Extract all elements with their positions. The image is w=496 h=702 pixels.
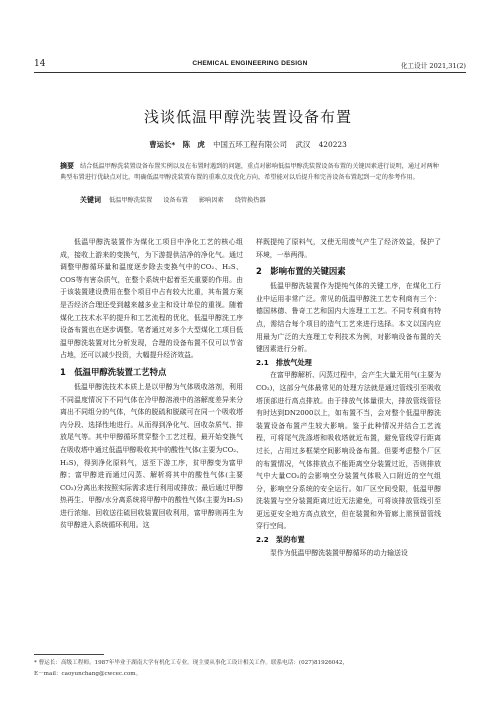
left-column [60, 236, 243, 532]
footnote-line-2: E－mail：caoyunchang@cwcec.com。 [34, 671, 142, 677]
page-number: 14 [34, 59, 46, 69]
affiliation: 中国五环工程有限公司 [213, 140, 288, 149]
section-2-1-paragraph: 在富甲醇解析、闪蒸过程中，会产生大量无用气(主要为CO₂)，这部分气体最常见的处理方法就是通过管线引至吸收塔顶部进行高点排放。由于排放气体量很大，排放管线管径有时达到DN2000以上，如布置不当，会对整个低温甲醇洗装置设备布置产生较大影响。鉴于此种情况并结合工艺流程，可将尾气洗涤塔和吸收塔就近布置，避免管线穿行距离过长，占用过多框架空间影响设备布置。但要考虑整个厂区的布置情况，气体排放点不能距离空分装置过近，否则排放气中大量CO₂的会影响空分装置气体吸入口附近的空气组分，影响空分系统的安全运行。如厂区空间受限，低温甲醇洗装置与空分装置距离过近无法避免，可将该排放管线引至更远更安全地方高点放空，但在装置和外管廊上需预留管线穿行空间。 [256, 371, 441, 531]
keyword: 绕管换热器 [234, 197, 266, 204]
continued-paragraph: 样既提纯了原料气，又使无用废气产生了经济效益，保护了环境，一举两得。 [256, 238, 441, 259]
journal-issue: 化工设计 2021,31(2) [400, 62, 466, 70]
keywords [80, 195, 444, 205]
intro-paragraph: 低温甲醇洗装置作为煤化工项目中净化工艺的核心组成，接收上游来的变换气，为下游提供洁净的净化气。通过调整甲醇循环量和温度逐步除去变换气中的CO₂、H₂S、COS等有害杂质气，在整个系统中起着至关重要的作用。由于该装置建设费用在整个项目中占有较大比重，其布置方案是否经济合理还受到越来越多业主和设计单位的重视。随着煤化工技术水平的提升和工艺流程的优化，低温甲醇洗工序设备布置也在逐步调整。笔者通过对多个大型煤化工项目低温甲醇洗装置对比分析发现，合理的设备布置不仅可以节省占地，还可以减少投资，大幅提升经济效益。 [60, 238, 243, 360]
journal-name: CHEMICAL ENGINEERING DESIGN [192, 60, 308, 67]
section-2-2-heading: 2.2 泵的布置 [256, 535, 305, 545]
page-header [34, 59, 466, 71]
section-1-heading: 1 低温甲醇洗装置工艺特点 [60, 366, 167, 377]
keyword: 影响因素 [198, 197, 224, 204]
abstract-label: 摘要 [60, 162, 74, 170]
footnote-divider [34, 654, 104, 655]
city: 武汉 [295, 140, 311, 149]
right-column [256, 236, 441, 559]
section-2-1-heading: 2.1 排放气处理 [256, 357, 312, 367]
abstract-text: 结合低温甲醇洗装置设备布置实例以及在布置时遇到的问题，重点对影响低温甲醇洗装置设备布置的关键因素进行说明，通过对两种典型布置进行优缺点对比，明确低温甲醇洗装置布置的重难点及优化方向，希望能对以后提升和完善设备布置起到一定的参考作用。 [60, 163, 439, 181]
author-line [0, 139, 496, 150]
keywords-label: 关键词 [80, 196, 101, 204]
article-title: 浅谈低温甲醇洗装置设备布置 [143, 108, 352, 126]
abstract [60, 161, 444, 183]
footnote-line-1: * 曹运长：高级工程师。1987年毕业于湖南大学有机化工专业。现主要从事化工设计相关工作。联系电话：(027)81926042， [34, 660, 349, 666]
postcode: 420223 [318, 140, 347, 149]
section-2-paragraph: 低温甲醇洗装置作为提纯气体的关键工序，在煤化工行业中运用非常广泛。常见的低温甲醇洗工艺专利商有三个：德国林德、鲁奇工艺和国内大连理工工艺。不同专利商有特点，需结合每个项目的造气工艺来进行选择。本文以国内应用最为广泛的大连理工专利技术为例，对影响设备布置的关键因素进行分析。 [256, 282, 441, 354]
section-1-paragraph: 低温甲醇洗技术本质上是以甲醇为气体吸收溶剂，利用不同温度情况下不同气体在冷甲醇溶液中的溶解度差异来分离出不同组分的气体，气体的脱硫和脱碳可在同一个吸收塔内分段、选择性地进行。从而得到净化气、回收杂质气、排放尾气等。其中甲醇循环贯穿整个工艺过程，最开始变换气在吸收塔中通过低温甲醇吸收其中的酸性气体(主要为CO₂、H₂S)，得到净化原料气，送至下游工序，贫甲醇变为富甲醇；富甲醇进而通过闪蒸、解析将其中的酸性气体(主要CO₂)分离出来按照实际需求进行利用或排放；最后通过甲醇热再生、甲醇/水分离系统将甲醇中的酸性气体(主要为H₂S)进行浓缩、回收送往硫回收装置回收利用，富甲醇则再生为贫甲醇进入系统循环利用。这 [60, 382, 243, 530]
author-names: 曹运长* 陈 虎 [149, 140, 205, 149]
section-2-heading: 2 影响布置的关键因素 [256, 266, 346, 277]
keyword: 设备布置 [163, 197, 188, 204]
header-divider [34, 72, 466, 73]
author-footnote [34, 658, 466, 680]
section-2-2-paragraph: 泵作为低温甲醇洗装置甲醇循环的动力输送设 [270, 548, 408, 557]
keyword: 低温甲醇洗装置 [108, 197, 153, 204]
